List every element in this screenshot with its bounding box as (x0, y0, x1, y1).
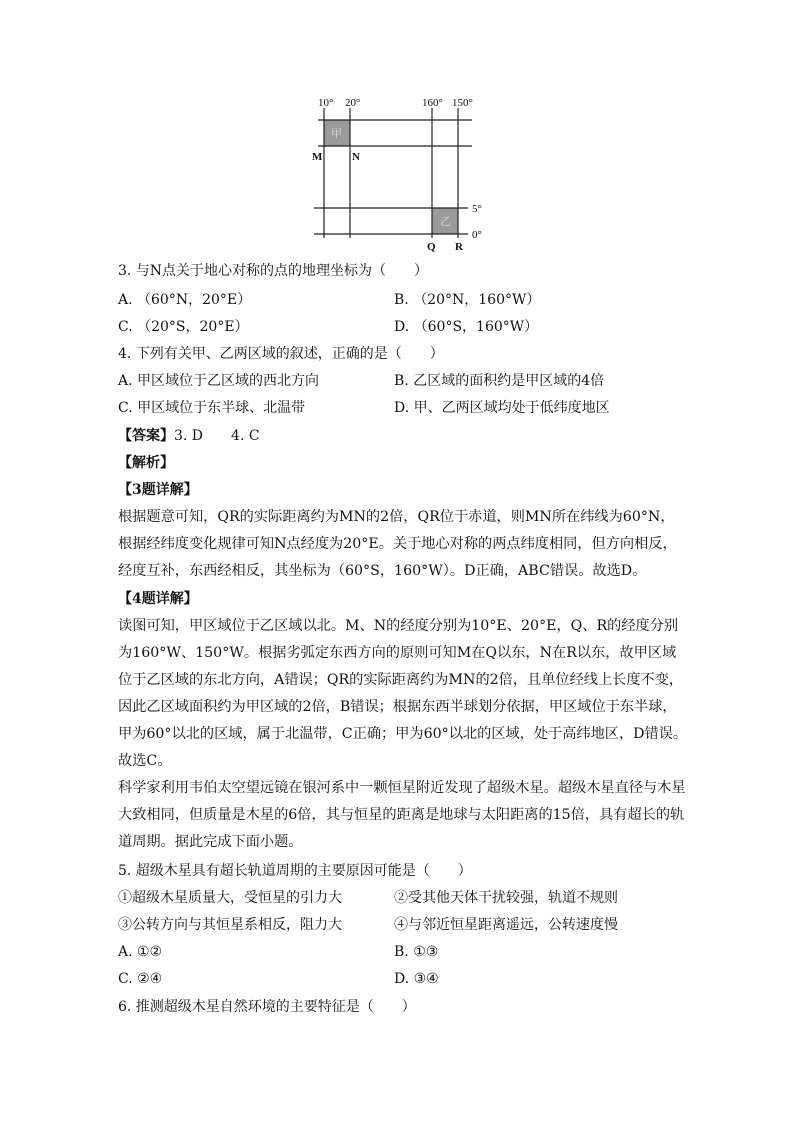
q5-statement-4: ④与邻近恒星距离遥远，公转速度慢 (394, 917, 618, 933)
label-yi: 乙 (440, 216, 451, 228)
q6-stem: 6. 推测超级木星自然环境的主要特征是（ ） (118, 999, 416, 1015)
q3-option-d: D. （60°S，160°W） (394, 319, 539, 335)
detail4-label: 【4题详解】 (118, 591, 198, 607)
q5-option-a: A. ①② (118, 944, 163, 960)
q4-option-d: D. 甲、乙两区域均处于低纬度地区 (394, 400, 610, 416)
q5-statement-3: ③公转方向与其恒星系相反，阻力大 (118, 917, 342, 933)
q3-option-c: C. （20°S，20°E） (118, 319, 249, 335)
q4-option-b: B. 乙区域的面积约是甲区域的4倍 (394, 373, 605, 389)
answer-value: 3. D 4. C (174, 428, 260, 444)
q5-stem: 5. 超级木星具有超长轨道周期的主要原因可能是（ ） (118, 863, 472, 879)
label-r: R (455, 241, 463, 253)
label-20: 20° (345, 97, 361, 109)
label-m: M (312, 151, 323, 163)
q5-option-d: D. ③④ (394, 971, 439, 987)
label-0: 0° (472, 229, 482, 241)
label-160: 160° (422, 97, 443, 109)
q4-option-c: C. 甲区域位于东半球、北温带 (118, 400, 306, 416)
answer-label: 【答案】 (118, 428, 174, 444)
label-q: Q (427, 241, 436, 253)
label-jia: 甲 (331, 128, 342, 140)
lat-lon-grid-figure (300, 96, 500, 256)
q5-option-c: C. ②④ (118, 971, 163, 987)
detail3-text: 根据题意可知，QR的实际距离约为MN的2倍，QR位于赤道，则MN所在纬线为60°N，根据经纬度变化规律可知N点经度为20°E。关于地心对称的两点纬度相同，但方向相反，经度互补，东西经相反，其坐标为（60°S，160°W）。D正确，ABC错误。故选D。 (118, 509, 677, 579)
q4-option-a: A. 甲区域位于乙区域的西北方向 (118, 373, 320, 389)
label-n: N (352, 151, 360, 163)
label-5: 5° (472, 203, 482, 215)
label-10: 10° (318, 97, 334, 109)
q5-statement-1: ①超级木星质量大，受恒星的引力大 (118, 890, 342, 906)
q3-option-b: B. （20°N，160°W） (394, 292, 541, 308)
detail3-label: 【3题详解】 (118, 482, 198, 498)
q4-stem: 4. 下列有关甲、乙两区域的叙述，正确的是（ ） (118, 346, 444, 362)
passage-text: 科学家利用韦伯太空望远镜在银河系中一颗恒星附近发现了超级木星。超级木星直径与木星大致相同，但质量是木星的6倍，其与恒星的距离是地球与太阳距离的15倍，具有超长的轨道周期。据此完成下面小题。 (118, 780, 686, 850)
grid-diagram (300, 96, 500, 256)
detail4-text: 读图可知，甲区域位于乙区域以北。M、N的经度分别为10°E、20°E，Q、R的经度分别为160°W、150°W。根据劣弧定东西方向的原则可知M在Q以东，N在R以东，故甲区域位于乙区域的东北方向，A错误；QR的实际距离约为MN的2倍，且单位经线上长度不变，因此乙区域面积约为甲区域的2倍，B错误；根据东西半球划分依据，甲区域位于东半球，甲为60°以北的区域，属于北温带，C正确；甲为60°以北的区域，处于高纬地区，D错误。故选C。 (118, 618, 688, 769)
label-150: 150° (452, 97, 473, 109)
q5-statement-2: ②受其他天体干扰较强，轨道不规则 (394, 890, 618, 906)
q3-stem: 3. 与N点关于地心对称的点的地理坐标为（ ） (118, 263, 429, 279)
answer-line (118, 427, 260, 445)
q3-option-a: A. （60°N，20°E） (118, 292, 252, 308)
q5-option-b: B. ①③ (394, 944, 439, 960)
analysis-label: 【解析】 (118, 455, 174, 471)
